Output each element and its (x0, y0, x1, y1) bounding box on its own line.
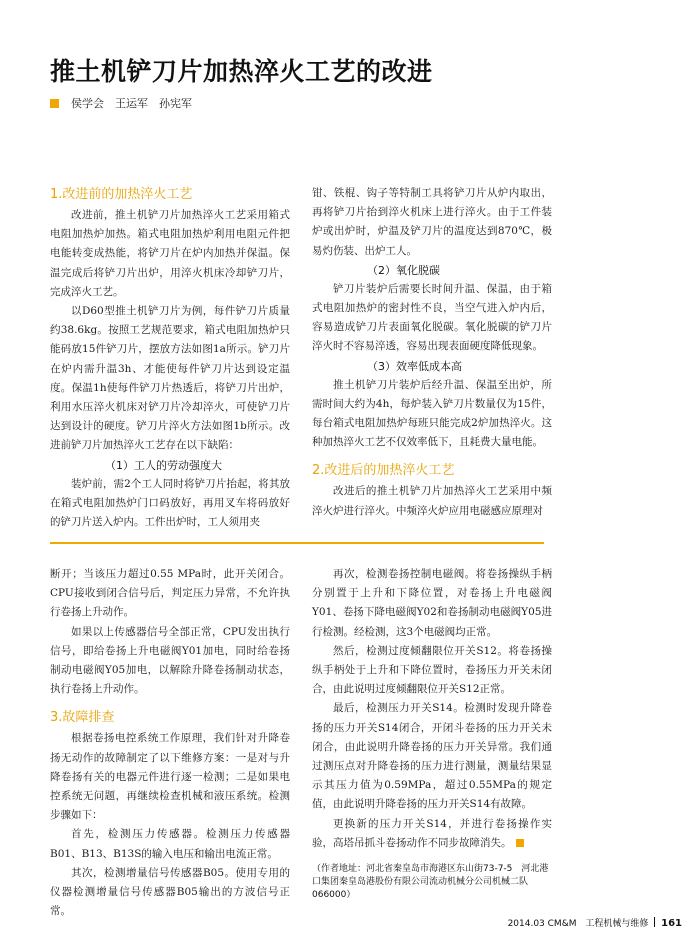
paragraph: 铲刀片装炉后需要长时间升温、保温，由于箱式电阻加热炉的密封性不良，当空气进入炉内后，容易造成铲刀片表面氧化脱碳。氧化脱碳的铲刀片淬火时不容易淬透，容易出现表面硬度降低现象。 (312, 282, 552, 353)
author-line (50, 95, 192, 111)
orange-square-icon (50, 99, 59, 108)
paragraph (312, 815, 552, 853)
paragraph: 然后，检测过度倾翻限位开关S12。将卷扬操纵手柄处于上升和下降位置时，卷扬压力开关未闭合，由此说明过度倾翻限位开关S12正常。 (312, 644, 552, 696)
section-divider (50, 542, 544, 544)
page-number: 161 (661, 918, 682, 929)
authors: 侯学会 王运军 孙宪军 (71, 97, 192, 110)
paragraph: 钳、铁棍、钩子等特制工具将铲刀片从炉内取出，再将铲刀片抬到淬火机床上进行淬火。由于工件装炉或出炉时，炉温及铲刀片的温度达到870℃，极易灼伤装、出炉工人。 (312, 187, 552, 257)
paragraph: 以D60型推土机铲刀片为例，每件铲刀片质量约38.6kg。按照工艺规范要求，箱式电阻加热炉只能码放15件铲刀片，摆放方法如图1a所示。铲刀片在炉内需升温3h、才能使每件铲刀片达到设定温度。保温1h使每件铲刀片热透后，将铲刀片出炉，利用水压淬火机床对铲刀片冷却淬火，可使铲刀片达到设计的硬度。铲刀片淬火方法如图1b所示。改进前铲刀片加热淬火工艺存在以下缺陷： (50, 305, 290, 452)
upper-right-column (312, 184, 552, 521)
paragraph: 推土机铲刀片装炉后经升温、保温至出炉，所需时间大约为4h，每炉装入铲刀片数量仅为15件，每台箱式电阻加热炉每班只能完成2炉加热淬火。这种加热淬火工艺不仅效率低下，且耗费大量电能。 (312, 378, 552, 449)
section-2-heading: 2.改进后的加热淬火工艺 (312, 463, 455, 479)
magazine-name: 工程机械与维修 (585, 919, 649, 929)
subsection-2-heading: （2）氧化脱碳 (367, 263, 440, 277)
lower-right-column (312, 565, 552, 853)
section-1-heading: 1.改进前的加热淬火工艺 (50, 187, 193, 202)
final-paragraph-text: 更换新的压力开关S14，并进行卷扬操作实验，高塔吊抓斗卷扬动作不同步故障消失。 (312, 817, 552, 849)
paragraph: 改进前，推土机铲刀片加热淬火工艺采用箱式电阻加热炉加热。箱式电阻加热炉利用电阻元件把电能转变成热能，将铲刀片在炉内加热并保温。保温完成后将铲刀片出炉，用淬火机床冷却铲刀片，完成淬火工艺。 (50, 209, 290, 298)
paragraph: 装炉前，需2个工人同时将铲刀片抬起，将其放在箱式电阻加热炉门口码放好，再用叉车将码放好的铲刀片送入炉内。工件出炉时，工人须用夹 (50, 477, 290, 529)
paragraph: 最后，检测压力开关S14。检测时发现升降卷扬的压力开关S14闭合，开闭斗卷扬的压力开关未闭合，由此说明升降卷扬的压力开关异常。我们通过测压点对升降卷扬的压力进行测量，测量结果显示其压力值为0.59MPa，超过0.55MPa的规定值，由此说明升降卷扬的压力开关S14有故障。 (312, 702, 552, 811)
subsection-1-heading: （1）工人的劳动强度大 (105, 458, 222, 472)
issue-label: 2014.03 CM&M (507, 919, 577, 929)
paragraph: 断开；当该压力超过0.55 MPa时，此开关闭合。CPU接收到闭合信号后，判定压力异常，不允许执行卷扬上升动作。 (50, 568, 290, 619)
paragraph: 再次，检测卷扬控制电磁阀。将卷扬操纵手柄分别置于上升和下降位置，对卷扬上升电磁阀Y01、卷扬下降电磁阀Y02和卷扬制动电磁阀Y05进行检测。经检测，这3个电磁阀均正常。 (312, 568, 552, 638)
section-3-heading: 3.故障排查 (50, 710, 115, 726)
article-title: 推土机铲刀片加热淬火工艺的改进 (50, 57, 433, 86)
upper-left-column (50, 184, 290, 532)
paragraph: 其次，检测增量信号传感器B05。使用专用的仪器检测增量信号传感器B05输出的方波信号正常。 (50, 866, 290, 918)
end-mark-icon (516, 839, 524, 847)
footer-divider (654, 917, 655, 927)
subsection-3-heading: （3）效率低成本高 (367, 359, 462, 373)
paragraph: 改进后的推土机铲刀片加热淬火工艺采用中频淬火炉进行淬火。中频淬火炉应用电磁感应原理对 (312, 485, 552, 517)
paragraph: 首先，检测压力传感器。检测压力传感器B01、B13、B13S的输入电压和输出电流正常。 (50, 828, 290, 860)
author-address: （作者地址：河北省秦皇岛市海港区东山街73-7-5 河北港口集团秦皇岛港股份有限公司流动机械分公司机械二队 066000） (312, 864, 549, 900)
lower-left-column (50, 565, 290, 921)
paragraph: 根据卷扬电控系统工作原理，我们针对升降卷扬无动作的故障制定了以下维修方案：一是对与升降卷扬有关的电器元件进行逐一检测；二是如果电控系统无问题，再继续检查机械和液压系统。检测步骤如下： (50, 732, 290, 822)
paragraph: 如果以上传感器信号全部正常，CPU发出执行信号，即给卷扬上升电磁阀Y01加电，同时给卷扬制动电磁阀Y05加电，以解除升降卷扬制动状态，执行卷扬上升动作。 (50, 625, 290, 696)
page-footer (508, 916, 682, 929)
